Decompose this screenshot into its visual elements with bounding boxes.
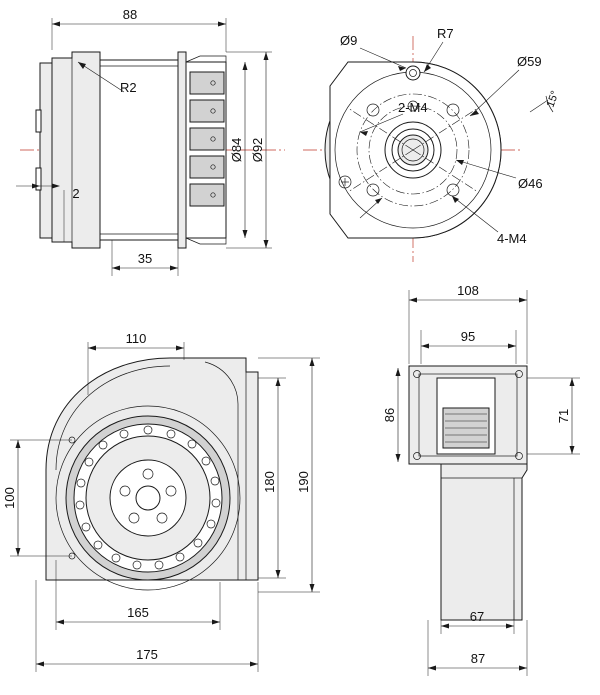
dim-175: 175 [136, 647, 158, 662]
dim-35: 35 [137, 251, 153, 266]
dim-d92: Ø92 [250, 137, 265, 163]
dim-86: 86 [382, 407, 397, 423]
dim-108: 108 [457, 283, 479, 298]
dim-190: 190 [296, 471, 311, 493]
stator-block [100, 60, 178, 240]
dim-100: 100 [2, 487, 17, 509]
dim-2: 2 [72, 186, 80, 201]
fin-bottom-chamfer [186, 238, 226, 244]
dim-15deg: 15° [544, 89, 562, 110]
rear-plate [40, 63, 52, 238]
dim-87: 87 [470, 651, 486, 666]
dim-110: 110 [125, 331, 147, 346]
front-flange [178, 52, 186, 248]
dim-d46: Ø46 [518, 176, 543, 191]
fin-top-chamfer [186, 56, 226, 62]
motor-side-section-view [16, 7, 285, 276]
dim-165: 165 [127, 605, 149, 620]
dim-d9: Ø9 [340, 33, 358, 48]
rear-tab-upper [36, 110, 41, 132]
fin-slots [190, 72, 224, 206]
hole-d9 [406, 66, 420, 80]
dim-2-m4: 2-M4 [398, 100, 428, 115]
blower-front-view [382, 283, 580, 676]
dim-95: 95 [460, 329, 476, 344]
dim-71: 71 [556, 408, 571, 424]
dim-67: 67 [469, 609, 485, 624]
dim-r2: R2 [120, 80, 137, 95]
blower-side-view [2, 331, 320, 672]
motor-housing [52, 52, 100, 248]
dim-d59: Ø59 [517, 54, 542, 69]
dim-r7: R7 [437, 26, 454, 41]
dim-88: 88 [122, 7, 138, 22]
dim-180: 180 [262, 471, 277, 493]
motor-front-end-view [303, 26, 562, 262]
hub-center [136, 486, 160, 510]
dim-d84: Ø84 [229, 137, 244, 163]
dim-4-m4: 4-M4 [497, 231, 527, 246]
